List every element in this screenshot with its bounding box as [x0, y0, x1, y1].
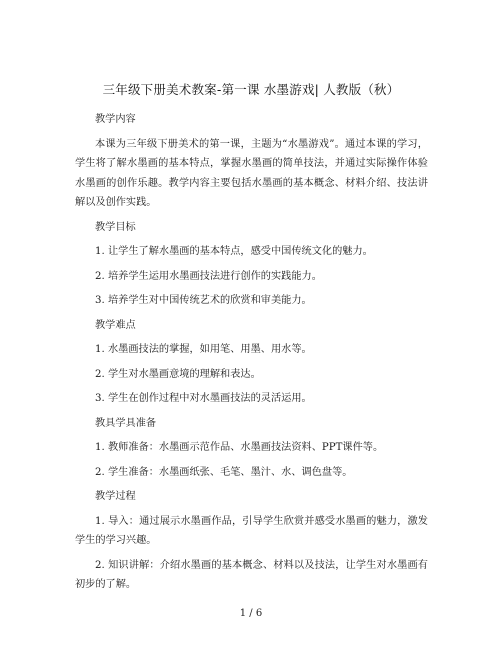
process-item-1: 1. 导入：通过展示水墨画作品，引导学生欣赏并感受水墨画的魅力，激发学生的学习兴趣。: [75, 515, 428, 546]
difficulty-item-2: 2. 学生对水墨画意境的理解和表达。: [95, 368, 261, 380]
process-item-2: 2. 知识讲解：介绍水墨画的基本概念、材料以及技法，让学生对水墨画有初步的了解。: [75, 559, 428, 590]
page-number: 1 / 6: [239, 608, 263, 619]
section-heading-objectives: 教学目标: [95, 221, 136, 233]
document-title: 三年级下册美术教案-第一课 水墨游戏| 人教版（秋）: [102, 82, 400, 97]
document-body: [75, 110, 428, 600]
materials-item-1: 1. 教师准备：水墨画示范作品、水墨画技法资料、PPT课件等。: [95, 442, 384, 453]
section-heading-materials: 教具学具准备: [95, 417, 157, 429]
materials-item-2: 2. 学生准备：水墨画纸张、毛笔、墨汁、水、调色盘等。: [95, 466, 353, 478]
content-paragraph: 本课为三年级下册美术的第一课，主题为“水墨游戏”。通过本课的学习，学生将了解水墨画的基本特点，掌握水墨画的简单技法，并通过实际操作体验水墨画的创作乐趣。教学内容主要包括水墨画的基本概念、材料介绍、技法讲解以及创作实践。: [75, 138, 428, 208]
section-heading-difficulties: 教学难点: [95, 319, 136, 331]
difficulty-item-3: 3. 学生在创作过程中对水墨画技法的灵活运用。: [95, 393, 312, 404]
section-heading-content: 教学内容: [95, 114, 136, 125]
difficulty-item-1: 1. 水墨画技法的掌握，如用笔、用墨、用水等。: [95, 344, 312, 355]
objective-item-3: 3. 培养学生对中国传统艺术的欣赏和审美能力。: [95, 295, 312, 306]
section-heading-process: 教学过程: [95, 491, 136, 502]
objective-item-1: 1. 让学生了解水墨画的基本特点，感受中国传统文化的魅力。: [95, 246, 373, 257]
objective-item-2: 2. 培养学生运用水墨画技法进行创作的实践能力。: [95, 270, 322, 282]
